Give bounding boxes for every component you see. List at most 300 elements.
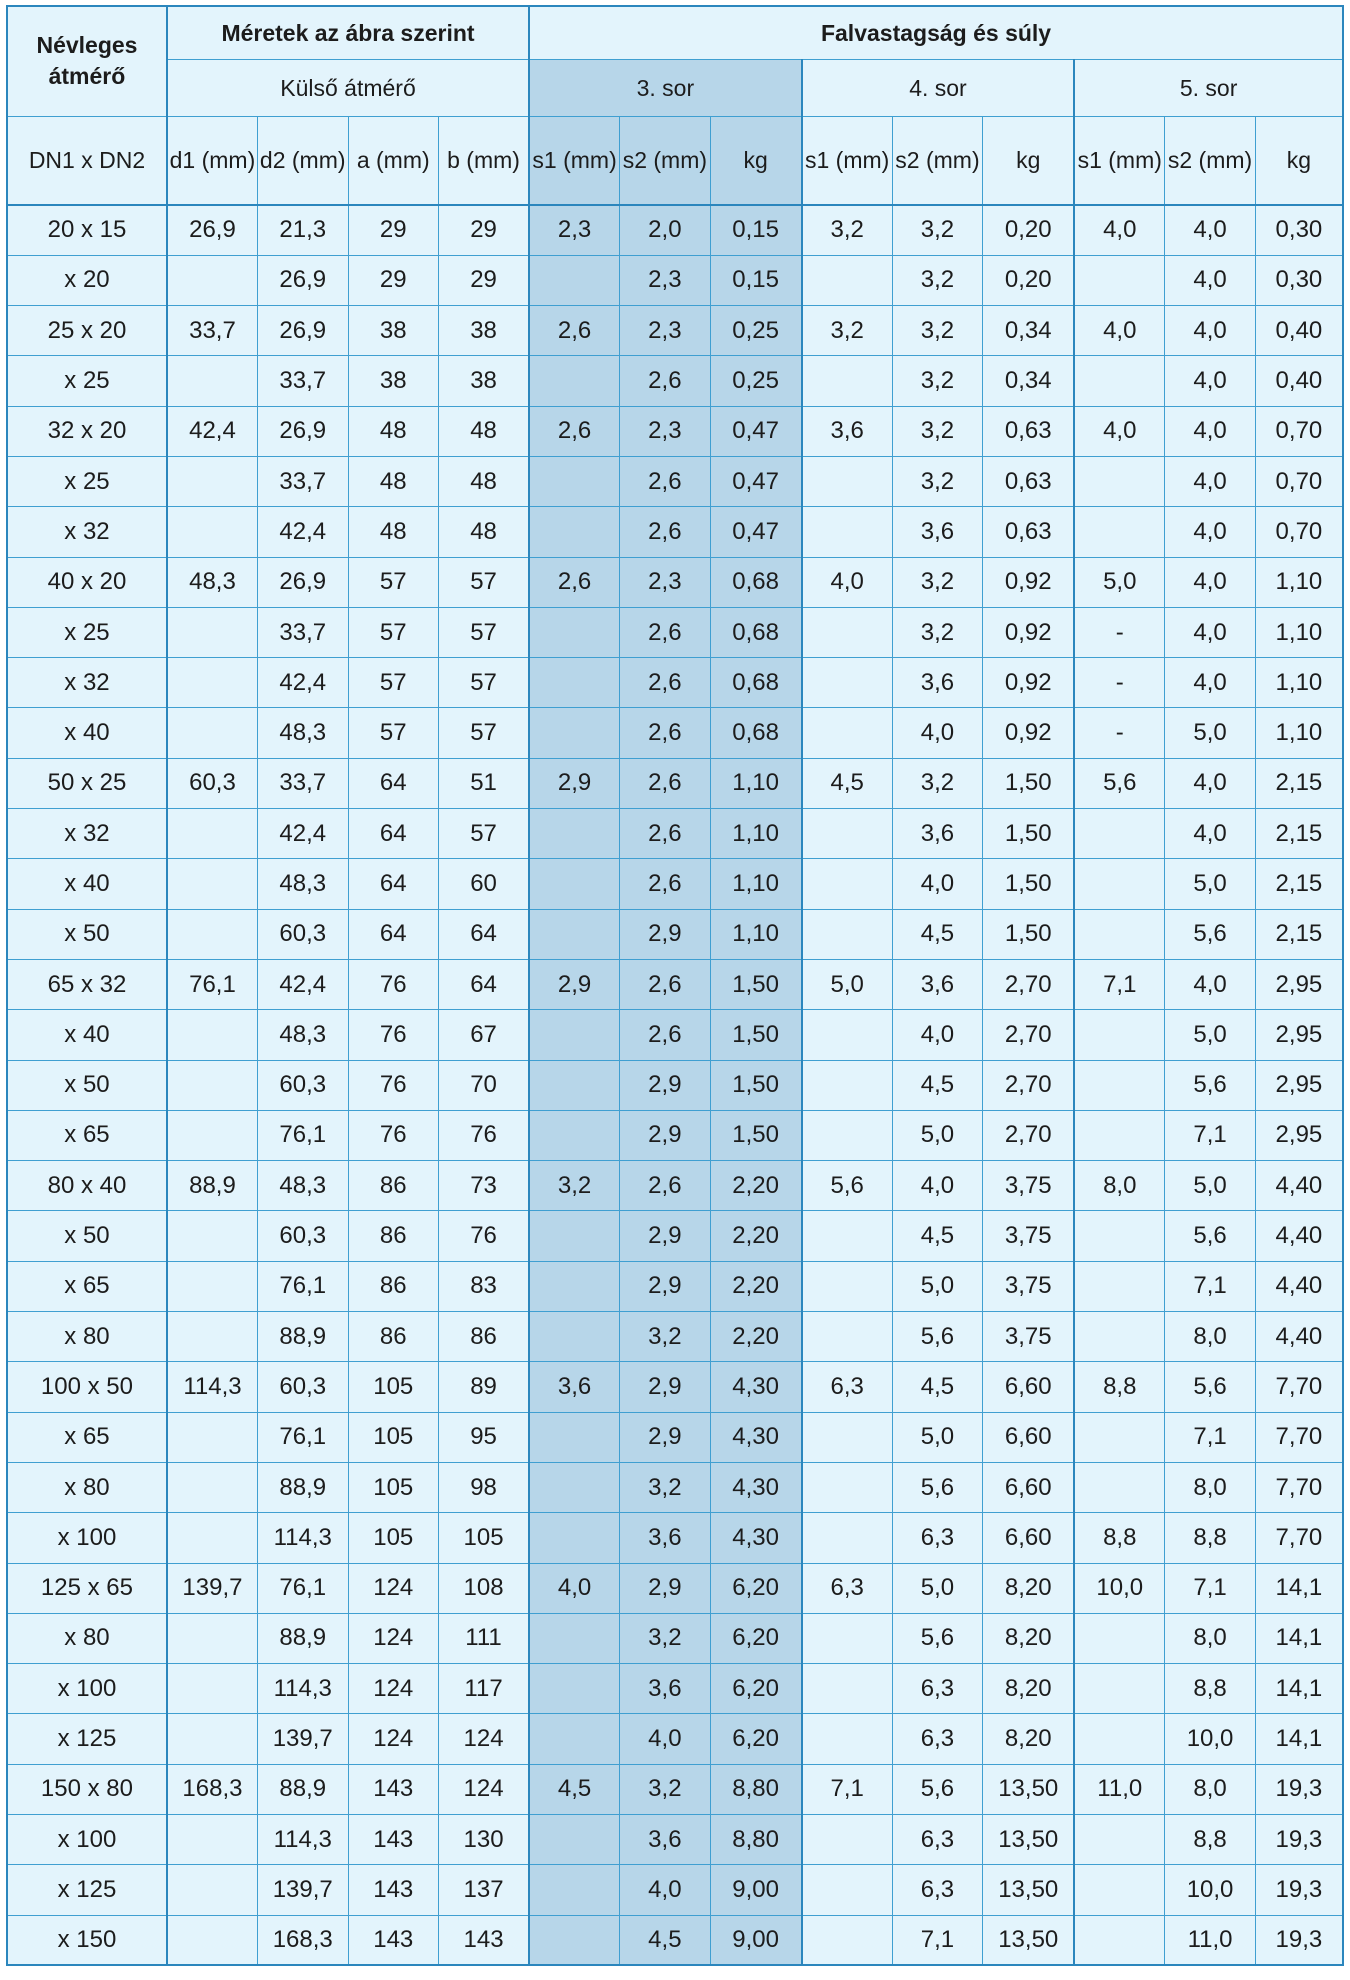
table-cell: 57	[439, 607, 530, 657]
table-row	[7, 1664, 1343, 1714]
table-cell: 8,20	[983, 1613, 1075, 1663]
table-cell: 83	[439, 1261, 530, 1311]
table-cell: 4,30	[710, 1362, 802, 1412]
table-row	[7, 205, 1343, 255]
table-cell: 1,50	[710, 1110, 802, 1160]
table-row	[7, 1714, 1343, 1764]
table-cell: 86	[348, 1161, 439, 1211]
table-cell: x 20	[7, 255, 167, 305]
nominal-diameter-header: Névleges átmérő	[7, 6, 167, 116]
table-cell: 3,75	[983, 1211, 1075, 1261]
table-cell: 4,0	[892, 1161, 983, 1211]
table-cell: 6,60	[983, 1462, 1075, 1512]
table-cell: 5,0	[1165, 1161, 1256, 1211]
table-cell: 86	[439, 1312, 530, 1362]
table-row	[7, 1312, 1343, 1362]
table-cell: 3,6	[892, 809, 983, 859]
table-cell	[529, 607, 620, 657]
table-cell: 3,2	[892, 205, 983, 255]
table-cell: 1,10	[1255, 708, 1343, 758]
table-cell: 8,8	[1074, 1513, 1165, 1563]
table-cell: 6,20	[710, 1714, 802, 1764]
s1-series4-header: s1 (mm)	[802, 116, 893, 205]
table-cell: 6,3	[802, 1563, 893, 1613]
table-row	[7, 959, 1343, 1009]
table-cell: x 50	[7, 1060, 167, 1110]
table-cell	[167, 658, 258, 708]
table-cell	[167, 1664, 258, 1714]
table-row	[7, 507, 1343, 557]
table-cell	[167, 859, 258, 909]
table-cell: 3,2	[620, 1312, 711, 1362]
table-row	[7, 859, 1343, 909]
table-row	[7, 809, 1343, 859]
wall-thickness-weight-header: Falvastagság és súly	[529, 6, 1343, 59]
table-cell: 19,3	[1255, 1865, 1343, 1915]
table-cell: 3,6	[892, 959, 983, 1009]
table-cell: x 25	[7, 356, 167, 406]
table-cell: 8,80	[710, 1815, 802, 1865]
table-cell: 105	[439, 1513, 530, 1563]
table-cell: 8,0	[1165, 1312, 1256, 1362]
table-cell: x 65	[7, 1110, 167, 1160]
table-cell: 76	[439, 1110, 530, 1160]
table-cell: 3,2	[892, 456, 983, 506]
table-cell	[167, 1261, 258, 1311]
table-cell: 105	[348, 1412, 439, 1462]
table-cell: 76,1	[257, 1261, 348, 1311]
table-cell	[1074, 356, 1165, 406]
table-cell: 2,9	[620, 909, 711, 959]
table-cell: 5,6	[892, 1462, 983, 1512]
table-body	[7, 205, 1343, 1965]
table-cell: 6,20	[710, 1664, 802, 1714]
table-cell: x 80	[7, 1462, 167, 1512]
table-cell	[167, 1211, 258, 1261]
table-cell: 117	[439, 1664, 530, 1714]
table-cell: 2,9	[620, 1412, 711, 1462]
table-cell: 4,0	[1074, 406, 1165, 456]
table-cell: 20 x 15	[7, 205, 167, 255]
table-cell	[1074, 1815, 1165, 1865]
table-cell	[529, 909, 620, 959]
table-cell: 2,6	[620, 507, 711, 557]
table-cell	[167, 1815, 258, 1865]
table-cell: 76	[348, 1010, 439, 1060]
table-cell: 13,50	[983, 1865, 1075, 1915]
kg-series3-header: kg	[710, 116, 802, 205]
table-cell: 1,50	[983, 758, 1075, 808]
table-row	[7, 406, 1343, 456]
table-cell: 13,50	[983, 1815, 1075, 1865]
table-cell: 60,3	[257, 1211, 348, 1261]
table-row	[7, 1915, 1343, 1965]
table-cell: 9,00	[710, 1915, 802, 1965]
table-cell	[1074, 1261, 1165, 1311]
table-cell: 2,6	[620, 959, 711, 1009]
table-cell: 38	[439, 306, 530, 356]
table-cell: x 100	[7, 1664, 167, 1714]
table-cell: 3,6	[892, 658, 983, 708]
series-4-header: 4. sor	[802, 59, 1075, 116]
s1-series5-header: s1 (mm)	[1074, 116, 1165, 205]
table-cell: 88,9	[257, 1312, 348, 1362]
table-cell: x 50	[7, 909, 167, 959]
table-cell: 2,6	[529, 557, 620, 607]
table-row	[7, 1412, 1343, 1462]
table-cell	[529, 1915, 620, 1965]
table-cell	[529, 507, 620, 557]
table-cell: 4,5	[529, 1764, 620, 1814]
table-cell: 29	[439, 255, 530, 305]
table-cell: 7,1	[1165, 1563, 1256, 1613]
table-cell	[802, 708, 893, 758]
table-cell: 0,68	[710, 557, 802, 607]
table-cell: x 100	[7, 1513, 167, 1563]
table-cell: 8,8	[1165, 1664, 1256, 1714]
column-header-row	[7, 116, 1343, 205]
table-cell: 4,30	[710, 1412, 802, 1462]
table-cell	[802, 1865, 893, 1915]
table-cell: 38	[439, 356, 530, 406]
table-cell: 33,7	[257, 356, 348, 406]
table-cell	[1074, 1462, 1165, 1512]
table-cell: 0,30	[1255, 255, 1343, 305]
table-row	[7, 255, 1343, 305]
table-cell: 2,6	[620, 1161, 711, 1211]
table-cell	[167, 1110, 258, 1160]
table-cell: 86	[348, 1261, 439, 1311]
table-cell: 33,7	[257, 456, 348, 506]
table-cell: 108	[439, 1563, 530, 1613]
table-cell	[802, 1613, 893, 1663]
table-row	[7, 658, 1343, 708]
table-cell: 26,9	[257, 406, 348, 456]
s1-series3-header: s1 (mm)	[529, 116, 620, 205]
table-cell: 10,0	[1165, 1865, 1256, 1915]
table-cell	[167, 1412, 258, 1462]
table-cell: 4,0	[802, 557, 893, 607]
table-cell	[802, 1714, 893, 1764]
table-cell: 4,0	[620, 1714, 711, 1764]
table-cell: 1,50	[710, 1060, 802, 1110]
table-cell: 3,2	[892, 356, 983, 406]
table-cell: 4,0	[1165, 356, 1256, 406]
series-3-header: 3. sor	[529, 59, 802, 116]
table-cell	[167, 1714, 258, 1764]
table-cell: 139,7	[257, 1865, 348, 1915]
table-cell: 0,68	[710, 607, 802, 657]
table-cell: 125 x 65	[7, 1563, 167, 1613]
table-cell: 4,0	[1165, 306, 1256, 356]
table-cell: 2,3	[620, 306, 711, 356]
table-cell: 143	[439, 1915, 530, 1965]
table-cell: 4,0	[892, 1010, 983, 1060]
table-cell: 48	[348, 507, 439, 557]
table-cell: 1,10	[1255, 658, 1343, 708]
table-cell: 5,0	[802, 959, 893, 1009]
table-cell: 8,0	[1165, 1764, 1256, 1814]
table-row	[7, 758, 1343, 808]
table-cell: 2,95	[1255, 1010, 1343, 1060]
table-cell: 76	[348, 959, 439, 1009]
table-cell: 100 x 50	[7, 1362, 167, 1412]
table-cell: 6,60	[983, 1362, 1075, 1412]
table-cell: 0,92	[983, 557, 1075, 607]
table-cell: 95	[439, 1412, 530, 1462]
table-cell: 4,0	[1165, 809, 1256, 859]
table-cell: 48	[439, 507, 530, 557]
table-cell: 5,0	[1165, 708, 1256, 758]
table-cell: 73	[439, 1161, 530, 1211]
table-cell: x 80	[7, 1312, 167, 1362]
table-cell: 42,4	[257, 658, 348, 708]
table-cell: 4,0	[1165, 607, 1256, 657]
table-cell: 0,68	[710, 708, 802, 758]
table-cell: 2,70	[983, 959, 1075, 1009]
table-cell	[529, 1261, 620, 1311]
table-cell: 2,6	[620, 1010, 711, 1060]
table-cell	[802, 255, 893, 305]
table-cell: 0,25	[710, 306, 802, 356]
table-cell	[802, 607, 893, 657]
table-cell: 4,0	[1165, 205, 1256, 255]
table-cell: 8,0	[1165, 1613, 1256, 1663]
table-cell	[802, 507, 893, 557]
table-cell: 1,50	[710, 1010, 802, 1060]
table-cell: 26,9	[257, 306, 348, 356]
table-cell: 38	[348, 306, 439, 356]
table-cell: x 125	[7, 1714, 167, 1764]
table-cell	[167, 356, 258, 406]
table-cell	[529, 708, 620, 758]
table-cell: 42,4	[167, 406, 258, 456]
table-cell	[802, 1261, 893, 1311]
table-cell: 7,1	[1074, 959, 1165, 1009]
table-cell: 0,68	[710, 658, 802, 708]
table-cell: 7,1	[1165, 1261, 1256, 1311]
table-cell: 48,3	[167, 557, 258, 607]
table-cell: 4,0	[1165, 456, 1256, 506]
table-cell	[529, 809, 620, 859]
table-cell: 50 x 25	[7, 758, 167, 808]
table-cell: 2,70	[983, 1060, 1075, 1110]
table-cell: 111	[439, 1613, 530, 1663]
table-cell: 6,60	[983, 1412, 1075, 1462]
table-cell: 143	[348, 1815, 439, 1865]
table-cell	[1074, 1010, 1165, 1060]
table-cell: 2,9	[529, 959, 620, 1009]
table-cell	[1074, 1110, 1165, 1160]
table-cell: 98	[439, 1462, 530, 1512]
table-cell	[167, 1060, 258, 1110]
table-cell: 3,2	[892, 306, 983, 356]
table-cell: 7,1	[1165, 1412, 1256, 1462]
table-cell: 5,0	[892, 1261, 983, 1311]
table-cell: 143	[348, 1865, 439, 1915]
table-cell	[802, 456, 893, 506]
table-cell: 48	[348, 456, 439, 506]
table-cell: 33,7	[167, 306, 258, 356]
table-cell: 124	[348, 1563, 439, 1613]
table-cell: 64	[348, 758, 439, 808]
table-cell	[529, 1613, 620, 1663]
table-cell	[529, 255, 620, 305]
table-cell: 10,0	[1165, 1714, 1256, 1764]
table-cell: 6,3	[892, 1865, 983, 1915]
table-cell: 26,9	[257, 557, 348, 607]
table-cell	[529, 1211, 620, 1261]
table-cell: x 125	[7, 1865, 167, 1915]
table-cell: 0,47	[710, 456, 802, 506]
table-cell	[1074, 1915, 1165, 1965]
table-cell: 130	[439, 1815, 530, 1865]
table-cell: 0,15	[710, 255, 802, 305]
table-cell: 8,0	[1165, 1462, 1256, 1512]
table-cell: 143	[348, 1764, 439, 1814]
table-cell: 5,6	[1074, 758, 1165, 808]
table-cell	[1074, 1312, 1165, 1362]
table-cell: 88,9	[257, 1462, 348, 1512]
table-cell: 3,6	[620, 1664, 711, 1714]
table-cell: x 50	[7, 1211, 167, 1261]
table-cell: 1,10	[710, 909, 802, 959]
table-cell	[529, 1714, 620, 1764]
table-cell	[529, 1412, 620, 1462]
table-row	[7, 1613, 1343, 1663]
table-cell	[1074, 1865, 1165, 1915]
table-cell: 26,9	[167, 205, 258, 255]
table-cell: 3,75	[983, 1312, 1075, 1362]
table-cell: 7,1	[802, 1764, 893, 1814]
table-cell	[1074, 1211, 1165, 1261]
table-cell: 1,10	[710, 859, 802, 909]
table-cell: 10,0	[1074, 1563, 1165, 1613]
table-row	[7, 1362, 1343, 1412]
table-cell: 57	[348, 708, 439, 758]
table-cell: 42,4	[257, 809, 348, 859]
table-cell: 2,3	[620, 406, 711, 456]
table-cell: 0,92	[983, 708, 1075, 758]
table-header	[7, 6, 1343, 205]
table-row	[7, 1513, 1343, 1563]
dimensions-header: Méretek az ábra szerint	[167, 6, 529, 59]
table-cell: 2,6	[620, 658, 711, 708]
table-cell: 7,1	[1165, 1110, 1256, 1160]
table-cell: 5,6	[892, 1312, 983, 1362]
table-cell	[167, 708, 258, 758]
table-cell: 8,80	[710, 1764, 802, 1814]
table-cell: 48,3	[257, 1010, 348, 1060]
table-cell: 4,30	[710, 1513, 802, 1563]
table-cell: 65 x 32	[7, 959, 167, 1009]
table-cell: 4,5	[892, 1211, 983, 1261]
reducer-dimension-table-wrapper	[6, 5, 1344, 1966]
outer-diameter-header: Külső átmérő	[167, 59, 529, 116]
table-cell: 3,2	[892, 406, 983, 456]
table-cell: 143	[348, 1915, 439, 1965]
table-row	[7, 456, 1343, 506]
table-cell: 4,5	[620, 1915, 711, 1965]
table-cell: 105	[348, 1362, 439, 1412]
table-cell	[529, 1110, 620, 1160]
table-cell: 48	[439, 456, 530, 506]
table-cell: 60,3	[257, 909, 348, 959]
table-cell: 6,3	[892, 1513, 983, 1563]
table-cell: 2,3	[620, 557, 711, 607]
table-cell: 14,1	[1255, 1613, 1343, 1663]
s2-series3-header: s2 (mm)	[620, 116, 711, 205]
table-cell: 1,50	[983, 859, 1075, 909]
table-cell: 76,1	[257, 1563, 348, 1613]
table-cell: 4,0	[1165, 658, 1256, 708]
table-cell: 3,2	[892, 557, 983, 607]
table-cell: 76,1	[257, 1110, 348, 1160]
table-cell: 2,20	[710, 1161, 802, 1211]
table-cell: x 40	[7, 708, 167, 758]
table-row	[7, 306, 1343, 356]
table-cell: 168,3	[257, 1915, 348, 1965]
table-cell: 6,3	[892, 1714, 983, 1764]
table-cell: 2,6	[620, 859, 711, 909]
table-cell	[802, 1462, 893, 1512]
table-row	[7, 1764, 1343, 1814]
table-cell	[802, 1110, 893, 1160]
table-cell: 114,3	[257, 1513, 348, 1563]
table-cell: 5,6	[1165, 1060, 1256, 1110]
table-cell: 0,20	[983, 255, 1075, 305]
table-cell	[1074, 909, 1165, 959]
table-cell	[802, 658, 893, 708]
table-cell: 60,3	[257, 1362, 348, 1412]
table-cell: -	[1074, 708, 1165, 758]
table-cell	[802, 1915, 893, 1965]
table-row	[7, 1060, 1343, 1110]
table-cell: 57	[439, 809, 530, 859]
table-cell: 60,3	[257, 1060, 348, 1110]
table-cell: 6,20	[710, 1613, 802, 1663]
table-cell: 89	[439, 1362, 530, 1412]
table-cell: 2,6	[620, 758, 711, 808]
table-cell	[167, 809, 258, 859]
table-cell: 168,3	[167, 1764, 258, 1814]
table-cell: 67	[439, 1010, 530, 1060]
table-cell: 2,9	[620, 1563, 711, 1613]
table-cell: 2,3	[529, 205, 620, 255]
table-cell: 5,6	[802, 1161, 893, 1211]
table-cell: 0,40	[1255, 306, 1343, 356]
table-cell: 139,7	[257, 1714, 348, 1764]
table-cell	[529, 1312, 620, 1362]
table-cell: 8,8	[1165, 1815, 1256, 1865]
table-cell: 7,70	[1255, 1412, 1343, 1462]
table-cell: 6,60	[983, 1513, 1075, 1563]
table-cell: 29	[348, 255, 439, 305]
table-cell: 2,15	[1255, 758, 1343, 808]
table-cell: x 32	[7, 658, 167, 708]
table-cell: 8,0	[1074, 1161, 1165, 1211]
table-cell	[802, 1060, 893, 1110]
table-cell	[802, 1010, 893, 1060]
table-cell: -	[1074, 658, 1165, 708]
table-cell: x 80	[7, 1613, 167, 1663]
table-cell: 8,8	[1074, 1362, 1165, 1412]
table-cell: 29	[348, 205, 439, 255]
table-cell	[167, 456, 258, 506]
table-cell: 8,8	[1165, 1513, 1256, 1563]
table-cell: 14,1	[1255, 1714, 1343, 1764]
table-cell: 2,6	[620, 607, 711, 657]
